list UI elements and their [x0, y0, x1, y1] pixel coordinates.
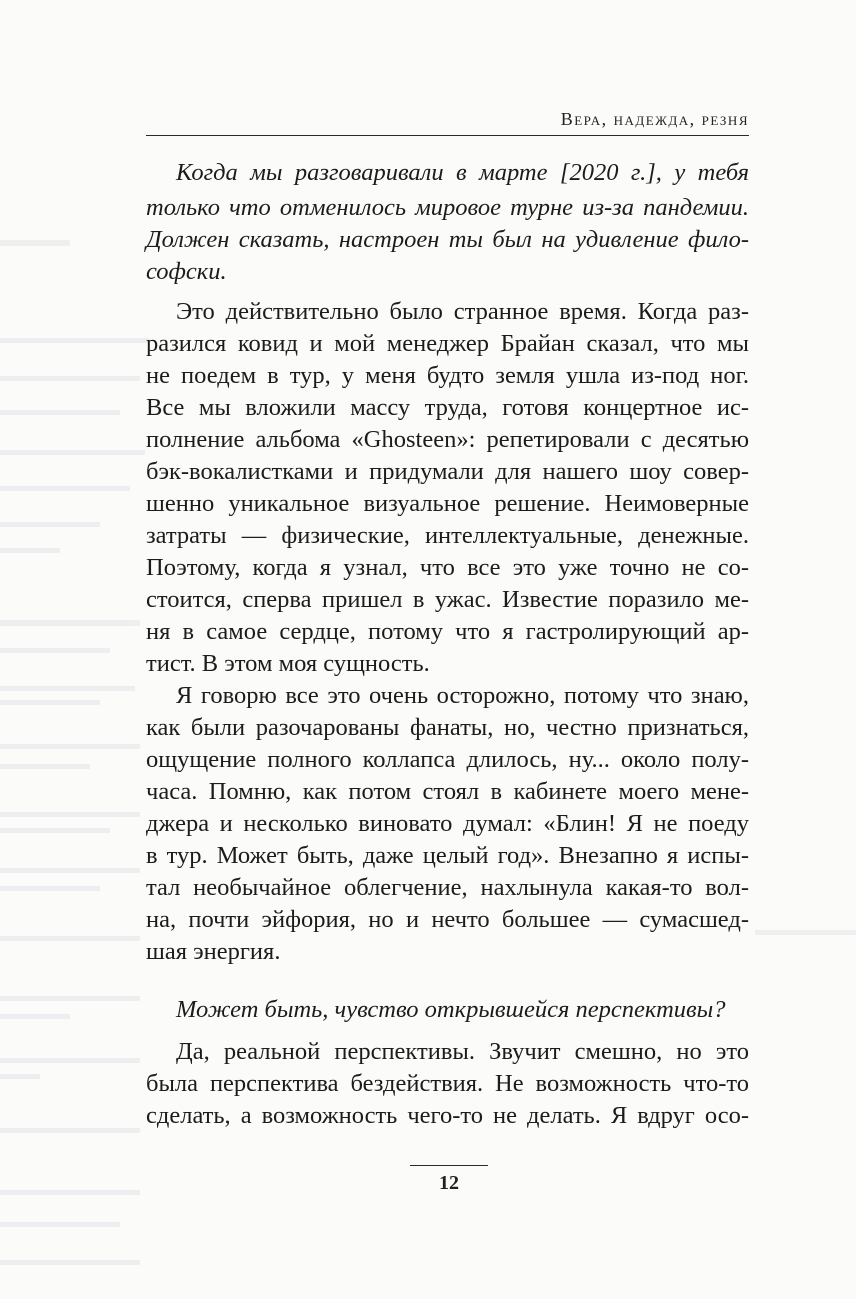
question-2-line-1: Может быть, чувство открывшейся перспективы? — [176, 996, 726, 1023]
answer-1-line-10: стоится, сперва пришел в ужас. Известие поразило ме- — [146, 586, 749, 613]
question-1-line-4: софски. — [146, 258, 227, 285]
answer-2-line-8: на, почти эйфория, но и нечто большее — сумасшед- — [146, 906, 749, 933]
answer-3-line-1: Да, реальной перспективы. Звучит смешно, но это — [176, 1038, 749, 1065]
running-head: Вера, надежда, резня — [560, 109, 749, 129]
answer-1-line-3: не поедем в тур, у меня будто земля ушла из-под ног. — [146, 362, 749, 389]
answer-1-line-8: затраты — физические, интеллектуальные, денежные. — [146, 522, 749, 549]
answer-2-line-5: джера и несколько виновато думал: «Блин! Я не поеду — [146, 810, 749, 837]
folio-divider — [410, 1165, 488, 1166]
answer-1-line-2: разился ковид и мой менеджер Брайан сказал, что мы — [146, 330, 749, 357]
answer-2-line-9: шая энергия. — [146, 938, 281, 965]
answer-2-line-1: Я говорю все это очень осторожно, потому что знаю, — [176, 682, 749, 709]
answer-1-line-6: бэк-вокалистками и придумали для нашего шоу совер- — [146, 458, 749, 485]
answer-1-line-11: ня в самое сердце, потому что я гастролирующий ар- — [146, 618, 749, 645]
answer-1-line-5: полнение альбома «Ghosteen»: репетировали с десятью — [146, 426, 749, 453]
question-1-line-2: только что отменилось мировое турне из-за пандемии. — [146, 194, 749, 221]
header-divider — [146, 135, 749, 136]
answer-3-line-3: сделать, а возможность чего-то не делать. Я вдруг осо- — [146, 1102, 749, 1129]
answer-2-line-2: как были разочарованы фанаты, но, честно признаться, — [146, 714, 749, 741]
answer-1-line-7: шенно уникальное визуальное решение. Неимоверные — [146, 490, 749, 517]
answer-1-line-4: Все мы вложили массу труда, готовя концертное ис- — [146, 394, 749, 421]
question-1-line-1: Когда мы разговаривали в марте [2020 г.], у тебя — [176, 159, 749, 186]
answer-2-line-7: тал необычайное облегчение, нахлынула какая-то вол- — [146, 874, 749, 901]
answer-2-line-3: ощущение полного коллапса длилось, ну... около полу- — [146, 746, 749, 773]
answer-1-line-12: тист. В этом моя сущность. — [146, 650, 430, 677]
page-number: 12 — [439, 1172, 459, 1194]
question-1-line-3: Должен сказать, настроен ты был на удивление фило- — [146, 226, 749, 253]
answer-2-line-6: в тур. Может быть, даже целый год». Внезапно я испы- — [146, 842, 749, 869]
answer-1-line-1: Это действительно было странное время. Когда раз- — [176, 298, 749, 325]
answer-3-line-2: была перспектива бездействия. Не возможность что-то — [146, 1070, 749, 1097]
answer-2-line-4: часа. Помню, как потом стоял в кабинете моего мене- — [146, 778, 749, 805]
answer-1-line-9: Поэтому, когда я узнал, что все это уже точно не со- — [146, 554, 749, 581]
